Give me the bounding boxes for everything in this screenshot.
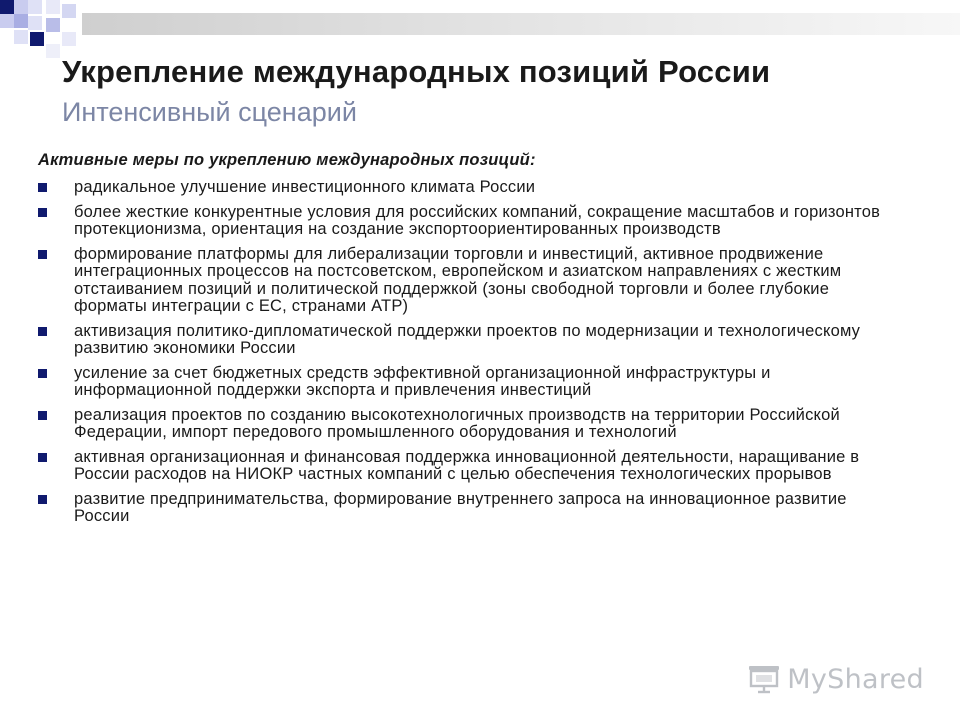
deco-square-light xyxy=(28,16,42,30)
deco-square-light xyxy=(28,0,42,14)
list-item-text: радикальное улучшение инвестиционного климата России xyxy=(74,178,536,196)
deco-square-light xyxy=(62,4,76,18)
slide-body xyxy=(38,150,888,533)
deco-square-light xyxy=(14,0,28,14)
list-item xyxy=(38,491,888,526)
list-item-text: реализация проектов по созданию высокотехнологичных производств на территории Российской Федерации, импорт передового промышленного оборудования и технологий xyxy=(74,405,840,441)
square-bullet-icon xyxy=(38,183,47,192)
square-bullet-icon xyxy=(38,250,47,259)
deco-square-dark xyxy=(30,32,44,46)
watermark xyxy=(747,662,924,696)
list-item-text: активизация политико-дипломатической поддержки проектов по модернизации и технологическому развитию экономики России xyxy=(74,321,861,357)
list-item xyxy=(38,204,888,239)
deco-square-light xyxy=(14,14,28,28)
deco-square-light xyxy=(46,0,60,14)
lead-text: Активные меры по укреплению международных позиций: xyxy=(38,151,536,169)
list-item xyxy=(38,365,888,400)
deco-square-light xyxy=(0,14,14,28)
deco-square-light xyxy=(14,30,28,44)
square-bullet-icon xyxy=(38,453,47,462)
page-subtitle: Интенсивный сценарий xyxy=(62,97,357,127)
deco-square-dark xyxy=(0,0,14,14)
watermark-text: MyShared xyxy=(787,663,924,695)
list-item xyxy=(38,407,888,442)
list-item-text: активная организационная и финансовая поддержка инновационной деятельности, наращивание в России расходов на НИОКР частных компаний с целью обеспечения технологических прорывов xyxy=(74,447,860,483)
list-item xyxy=(38,179,888,197)
list-item xyxy=(38,449,888,484)
deco-square-light xyxy=(62,32,76,46)
square-bullet-icon xyxy=(38,495,47,504)
list-item xyxy=(38,246,888,316)
square-bullet-icon xyxy=(38,411,47,420)
list-item-text: развитие предпринимательства, формирование внутреннего запроса на инновационное развитие России xyxy=(74,489,847,525)
square-bullet-icon xyxy=(38,208,47,217)
deco-square-light xyxy=(46,44,60,58)
bullet-list xyxy=(38,179,888,526)
list-item-text: формирование платформы для либерализации торговли и инвестиций, активное продвижение интеграционных процессов на постсоветском, европейском и азиатском направлениях с жестким отстаиванием позиций и политической поддержкой (зоны свободной торговли и более глубокие форматы интеграции с ЕС, странами АТР) xyxy=(74,244,842,315)
square-bullet-icon xyxy=(38,327,47,336)
presentation-screen-icon xyxy=(747,664,781,694)
header-gradient-bar xyxy=(82,13,960,35)
deco-square-light xyxy=(46,18,60,32)
page-title: Укрепление международных позиций России xyxy=(62,54,771,89)
list-item-text: усиление за счет бюджетных средств эффективной организационной инфраструктуры и информационной поддержки экспорта и привлечения инвестиций xyxy=(74,363,771,399)
list-item-text: более жесткие конкурентные условия для российских компаний, сокращение масштабов и горизонтов протекционизма, ориентация на создание экспортоориентированных производств xyxy=(74,202,881,238)
square-bullet-icon xyxy=(38,369,47,378)
list-item xyxy=(38,323,888,358)
